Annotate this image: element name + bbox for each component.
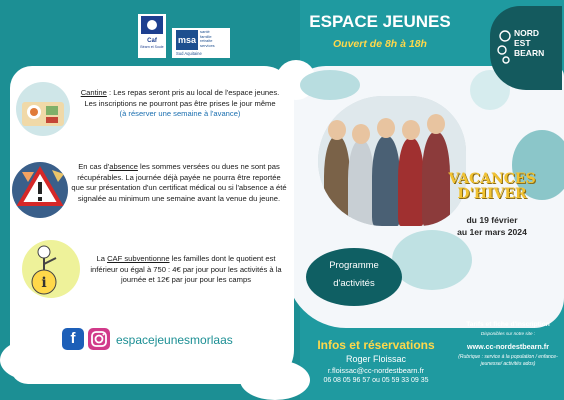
social-handle[interactable]: espacejeunesmorlaas <box>116 333 233 347</box>
opening-hours: Ouvert de 8h à 18h <box>333 38 427 50</box>
tarifs-subtitle: Disponibles sur notre site : <box>480 331 536 336</box>
msa-tagline-line: famille <box>200 33 212 39</box>
logo-line: BEARN <box>514 48 545 58</box>
programme-line: d'activités <box>333 278 375 289</box>
contact-email[interactable]: r.floissac@cc-nordestbearn.fr <box>327 366 425 375</box>
cantine-text: : Les repas seront pris au local de l'espace jeunes. Les inscriptions ne pourront pas être prises le jour même <box>84 88 280 108</box>
person-figure <box>324 136 350 226</box>
programme-line: Programme <box>329 260 379 271</box>
msa-logo <box>172 28 230 58</box>
warning-signs-icon <box>12 162 68 218</box>
msa-region: Sud Aquitaine <box>176 51 202 56</box>
caf-logo-text: Caf <box>147 38 157 44</box>
republique-francaise-icon <box>138 14 166 58</box>
svg-text:i: i <box>41 275 47 291</box>
bubbles-icon <box>496 28 514 68</box>
meal-tray-illustration <box>16 82 70 136</box>
vacances-date-line: du 19 février <box>466 215 518 225</box>
msa-tagline <box>200 30 215 48</box>
caf-logo-subtitle: Béarn et Soule <box>140 45 164 49</box>
programme-badge[interactable] <box>306 248 402 306</box>
infos-title: Infos et réservations <box>317 338 435 352</box>
nord-est-bearn-logo <box>490 6 562 90</box>
absence-label: absence <box>109 162 138 171</box>
vacances-date-line: au 1er mars 2024 <box>457 227 527 237</box>
vacances-dates <box>430 214 554 238</box>
person-head <box>328 120 346 140</box>
person-head <box>352 124 370 144</box>
msa-tagline-line: santé <box>200 29 210 34</box>
person-figure <box>398 138 424 226</box>
instagram-icon[interactable] <box>88 328 110 350</box>
instagram-glyph-icon <box>88 328 110 350</box>
vacances-title-line: D'HIVER <box>457 186 527 202</box>
page-title: ESPACE JEUNES <box>309 12 451 31</box>
website-link[interactable]: www.cc-nordestbearn.fr <box>466 342 549 351</box>
person-head <box>402 120 420 140</box>
caf-prefix: La <box>96 254 108 263</box>
tarifs-title: Tarifs et fiche d'inscription <box>466 321 550 328</box>
contact-phones: 06 08 05 96 57 ou 05 59 33 09 35 <box>323 377 429 384</box>
caf-label: CAF subventionne <box>107 254 170 263</box>
absence-prefix: En cas d' <box>78 162 110 171</box>
info-figure-icon <box>22 240 80 298</box>
logo-line: EST <box>514 38 531 48</box>
facebook-icon[interactable]: f <box>62 328 84 350</box>
msa-tagline-line: services <box>200 42 215 48</box>
contact-name: Roger Floissac <box>345 354 407 364</box>
cantine-label: Cantine <box>80 88 107 97</box>
caf-logo <box>138 14 166 58</box>
msa-logo-text: msa <box>176 30 198 50</box>
cantine-paragraph <box>74 88 286 120</box>
logo-line: NORD <box>514 28 540 38</box>
caf-paragraph <box>86 254 286 286</box>
vacances-title-line: VACANCES <box>448 171 536 187</box>
paint-splash <box>0 340 60 380</box>
info-figure-illustration <box>22 240 80 298</box>
vacances-title <box>430 172 554 202</box>
absence-paragraph <box>70 162 288 204</box>
meal-tray-icon <box>16 82 70 136</box>
absence-text: les sommes versées ou dues ne sont pas récupérables. La journée déjà payée ne pourra être reportée que sur présentation d'un certificat médical ou si l'absence a été signalée au minimum une semaine avant la venue du jeune. <box>71 162 287 203</box>
person-figure <box>348 140 374 226</box>
person-head <box>427 114 445 134</box>
cantine-note: (à réserver une semaine à l'avance) <box>119 109 241 118</box>
warning-signs-illustration <box>12 162 68 218</box>
nord-est-bearn-text <box>514 28 544 58</box>
person-figure <box>372 136 400 226</box>
person-head <box>377 118 395 138</box>
caf-text: les familles dont le quotient est inférieur ou égal à 750 : 4€ par jour pour les activités à la journée et 12€ par jour pour les camps <box>90 254 282 284</box>
group-photo <box>318 96 466 226</box>
website-path: (Rubrique : service à la population / enfance-jeunesse/ activités ados) <box>458 354 558 367</box>
paint-splash <box>392 230 472 290</box>
msa-tagline-line: retraite <box>200 38 213 44</box>
